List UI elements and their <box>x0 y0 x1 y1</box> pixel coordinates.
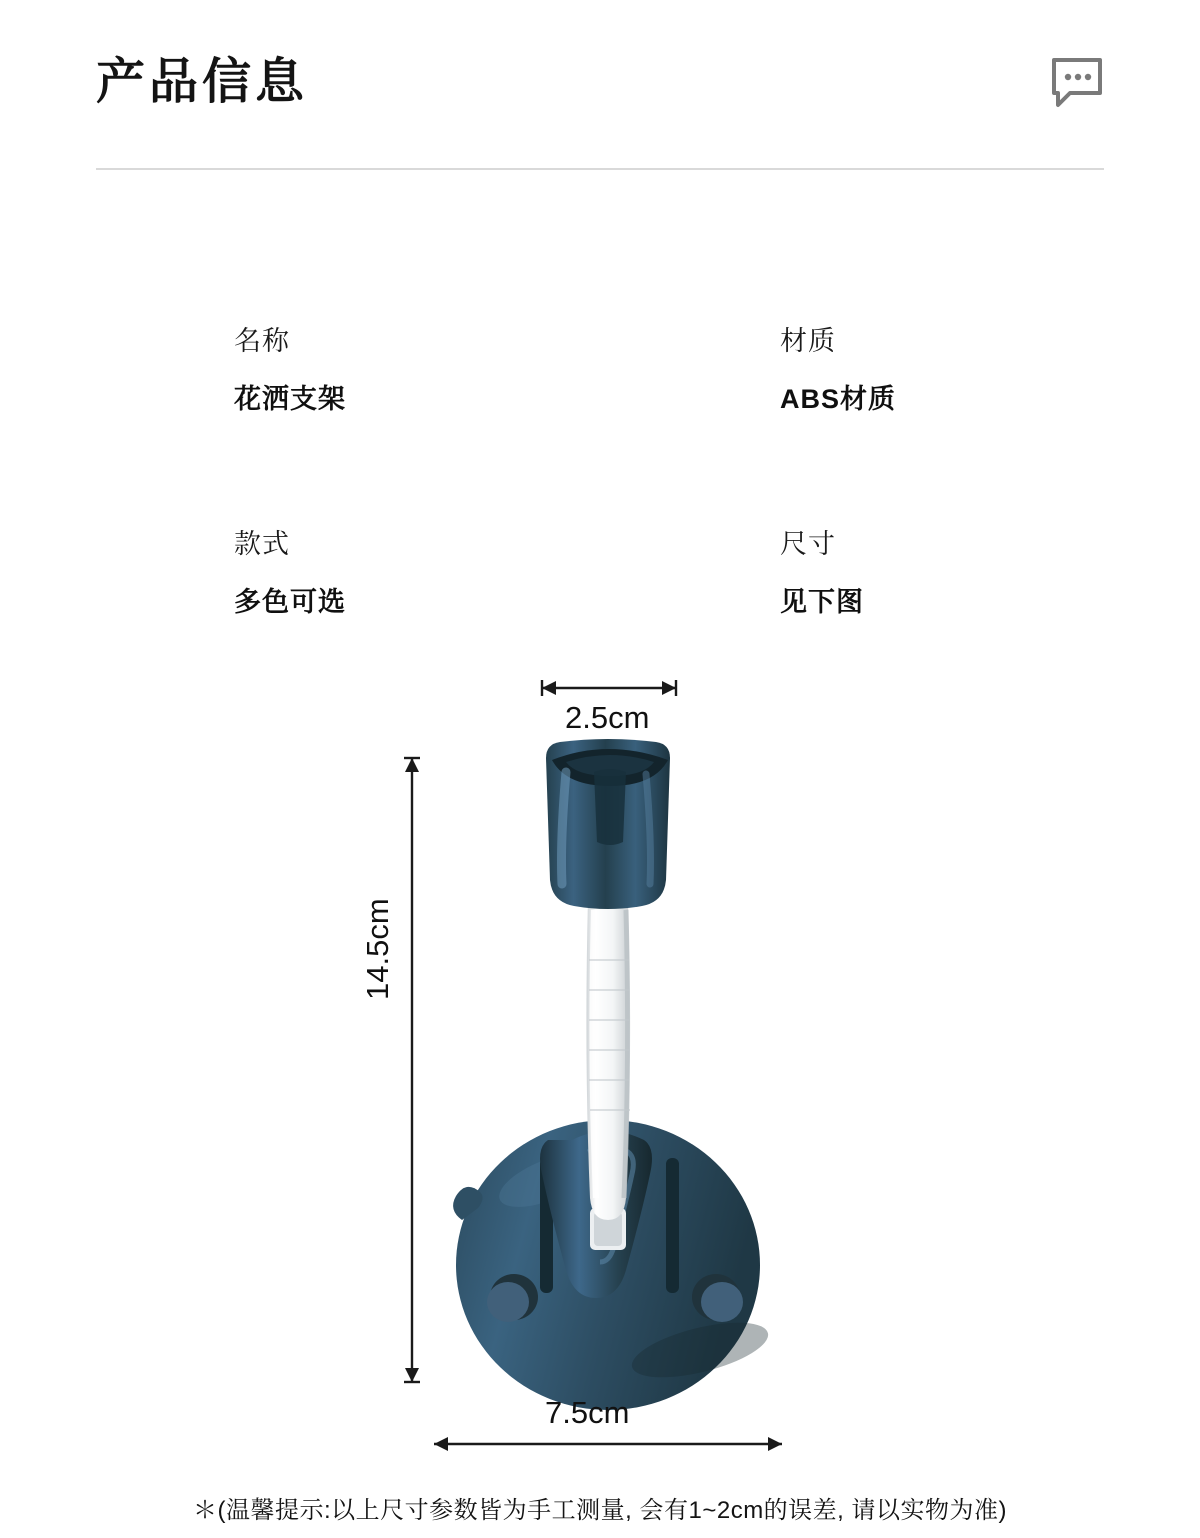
spec-item-name <box>234 325 654 416</box>
spec-label: 材质 <box>780 326 836 356</box>
spec-value: 多色可选 <box>234 587 346 618</box>
shower-head-holder-cup <box>546 739 670 909</box>
spec-item-style <box>234 528 654 619</box>
page-title: 产品信息 <box>96 55 309 109</box>
spec-value: 见下图 <box>780 587 864 618</box>
spec-value: 花洒支架 <box>234 384 346 415</box>
dimension-arrow-left <box>404 758 420 1382</box>
spec-item-material <box>780 325 1200 416</box>
support-rod <box>586 898 630 1220</box>
spec-label: 名称 <box>234 326 290 356</box>
measurement-disclaimer: ＊(温馨提示:以上尺寸参数皆为手工测量, 会有1~2cm的误差, 请以实物为准) <box>192 1497 1008 1524</box>
dimension-label-top: 2.5cm <box>565 700 650 735</box>
spec-value: ABS材质 <box>780 384 897 415</box>
page-header <box>0 0 1200 175</box>
dimension-arrow-top <box>542 680 676 696</box>
dimension-label-bottom: 7.5cm <box>545 1395 630 1430</box>
chat-bubble-icon[interactable] <box>1050 57 1104 109</box>
spec-item-size <box>780 528 1200 619</box>
product-dimension-diagram <box>0 660 1200 1460</box>
dimension-arrow-bottom <box>434 1437 782 1451</box>
product-illustration <box>0 660 1200 1460</box>
dimension-label-left: 14.5cm <box>360 898 395 1000</box>
header-divider <box>96 168 1104 170</box>
spec-label: 款式 <box>234 529 290 559</box>
spec-label: 尺寸 <box>780 529 836 559</box>
